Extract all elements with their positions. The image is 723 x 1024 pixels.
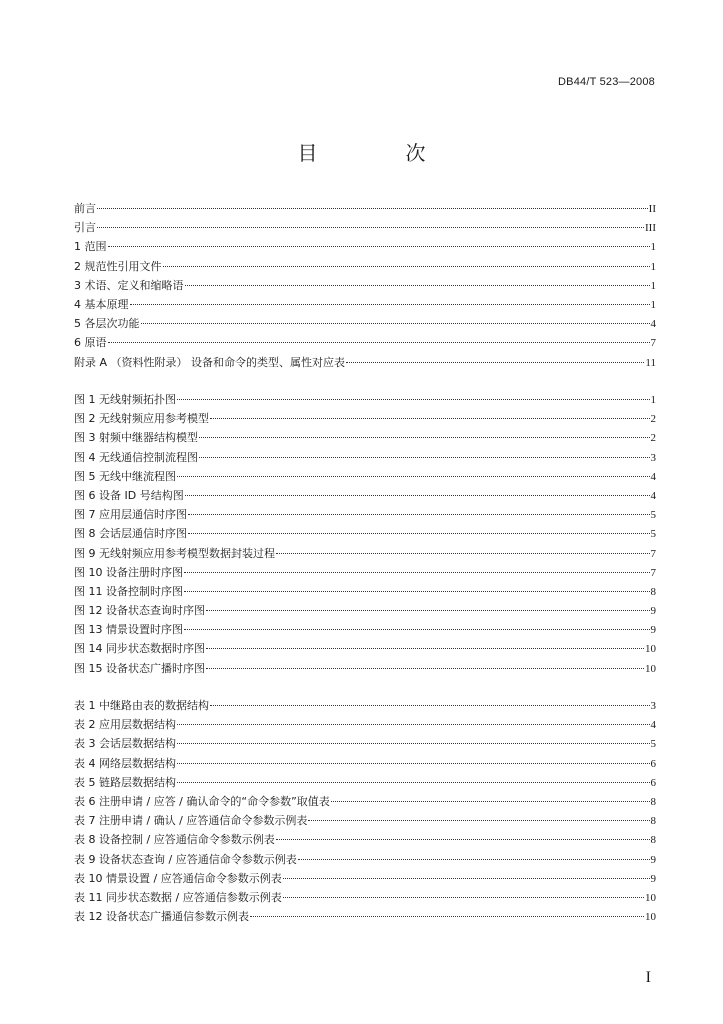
toc-entry[interactable] <box>74 314 656 333</box>
dot-leader <box>163 266 650 267</box>
toc-entry-label: 3 术语、定义和缩略语 <box>74 278 184 292</box>
document-code: DB44/T 523—2008 <box>558 76 655 88</box>
toc-entry[interactable] <box>74 276 656 295</box>
toc-entry[interactable] <box>74 390 656 409</box>
dot-leader <box>184 572 650 573</box>
dot-leader <box>283 897 644 898</box>
toc-entry-page: 9 <box>650 853 656 866</box>
dot-leader <box>206 610 650 611</box>
toc-entry[interactable] <box>74 218 656 237</box>
toc-entry[interactable] <box>74 257 656 276</box>
toc-entry-page: 11 <box>645 356 656 369</box>
toc-entry-label: 表 6 注册申请 / 应答 / 确认命令的“命令参数”取值表 <box>74 794 330 808</box>
toc-entry-label: 图 3 射频中继器结构模型 <box>74 431 198 445</box>
toc-entry-page: 4 <box>650 719 656 732</box>
dot-leader <box>298 859 650 860</box>
dot-leader <box>276 839 650 840</box>
toc-entry-page: 10 <box>645 643 656 656</box>
toc-entry[interactable] <box>74 448 656 467</box>
dot-leader <box>177 724 650 725</box>
dot-leader <box>250 916 644 917</box>
toc-entry-page: 8 <box>650 815 656 828</box>
toc-entry-page: 10 <box>645 911 656 924</box>
toc-entry-page: III <box>645 222 656 235</box>
toc-entry-label: 表 8 设备控制 / 应答通信命令参数示例表 <box>74 833 275 847</box>
toc-section-tables <box>74 696 656 926</box>
toc-entry-page: 6 <box>650 757 656 770</box>
toc-entry-page: II <box>648 203 656 215</box>
dot-leader <box>141 323 650 324</box>
toc-entry-label: 6 原语 <box>74 336 107 350</box>
dot-leader <box>130 304 650 305</box>
toc-entry-label: 图 13 情景设置时序图 <box>74 623 183 637</box>
toc-entry[interactable] <box>74 773 656 792</box>
toc-entry-label: 图 8 会话层通信时序图 <box>74 527 187 541</box>
toc-section-figures <box>74 390 656 678</box>
toc-section-main <box>74 199 656 372</box>
toc-entry-label: 图 5 无线中继流程图 <box>74 469 176 483</box>
toc-entry[interactable] <box>74 696 656 715</box>
toc-entry[interactable] <box>74 428 656 447</box>
toc-entry-label: 图 15 设备状态广播时序图 <box>74 661 205 675</box>
dot-leader <box>185 495 650 496</box>
toc-entry-label: 表 1 中继路由表的数据结构 <box>74 699 209 712</box>
toc-entry-page: 4 <box>650 318 656 331</box>
toc-entry-page: 7 <box>650 337 656 350</box>
toc-entry-page: 2 <box>650 413 656 426</box>
toc-entry-label: 表 2 应用层数据结构 <box>74 718 176 732</box>
toc-entry[interactable] <box>74 869 656 888</box>
toc-entry-page: 1 <box>650 298 656 311</box>
dot-leader <box>206 668 644 669</box>
toc-entry[interactable] <box>74 850 656 869</box>
toc-entry-page: 1 <box>650 260 656 273</box>
toc-entry-page: 9 <box>650 605 656 618</box>
toc-entry-label: 2 规范性引用文件 <box>74 259 162 273</box>
toc-entry[interactable] <box>74 524 656 543</box>
toc-entry-label: 表 4 网络层数据结构 <box>74 756 176 770</box>
dot-leader <box>177 743 650 744</box>
dot-leader <box>185 285 650 286</box>
toc-entry-label: 表 9 设备状态查询 / 应答通信命令参数示例表 <box>74 852 297 866</box>
toc-entry-page: 1 <box>650 279 656 292</box>
toc-entry-page: 3 <box>650 700 656 712</box>
toc-entry-page: 9 <box>650 624 656 637</box>
dot-leader <box>199 437 650 438</box>
toc-entry-label: 表 12 设备状态广播通信参数示例表 <box>74 910 249 924</box>
dot-leader <box>188 514 650 515</box>
dot-leader <box>331 801 650 802</box>
toc-entry-label: 图 4 无线通信控制流程图 <box>74 450 198 464</box>
toc-entry[interactable] <box>74 333 656 352</box>
toc-entry-page: 4 <box>650 489 656 502</box>
toc-entry[interactable] <box>74 754 656 773</box>
toc-entry[interactable] <box>74 544 656 563</box>
toc-entry-page: 3 <box>650 451 656 464</box>
toc-entry-label: 图 12 设备状态查询时序图 <box>74 604 205 618</box>
toc-entry-page: 8 <box>650 795 656 808</box>
toc-entry-page: 5 <box>650 509 656 522</box>
toc-entry[interactable] <box>74 715 656 734</box>
toc-entry-label: 4 基本原理 <box>74 297 129 311</box>
toc-entry-label: 图 14 同步状态数据时序图 <box>74 642 205 656</box>
toc-entry-label: 图 11 设备控制时序图 <box>74 584 183 598</box>
toc-entry-label: 图 7 应用层通信时序图 <box>74 508 187 522</box>
toc-entry[interactable] <box>74 601 656 620</box>
toc-entry-label: 5 各层次功能 <box>74 317 140 331</box>
toc-entry-label: 图 10 设备注册时序图 <box>74 565 183 579</box>
toc-entry[interactable] <box>74 734 656 753</box>
toc-entry[interactable] <box>74 467 656 486</box>
toc-entry-label: 图 6 设备 ID 号结构图 <box>74 488 184 502</box>
toc-entry-label: 表 10 情景设置 / 应答通信命令参数示例表 <box>74 871 282 885</box>
toc-entry-page: 2 <box>650 432 656 445</box>
toc-entry[interactable] <box>74 620 656 639</box>
toc-entry[interactable] <box>74 486 656 505</box>
dot-leader <box>177 399 650 400</box>
toc-entry[interactable] <box>74 505 656 524</box>
toc-entry[interactable] <box>74 353 656 372</box>
toc-entry[interactable] <box>74 811 656 830</box>
dot-leader <box>108 246 650 247</box>
toc-title: 目 次 <box>297 141 460 165</box>
page-number: I <box>645 969 651 986</box>
toc-entry-page: 9 <box>650 872 656 885</box>
toc-entry-page: 4 <box>650 470 656 483</box>
dot-leader <box>346 362 644 363</box>
toc-entry-label: 图 2 无线射频应用参考模型 <box>74 412 209 426</box>
toc-entry[interactable] <box>74 659 656 678</box>
toc-entry-page: 5 <box>650 528 656 541</box>
dot-leader <box>177 763 650 764</box>
toc-entry-page: 1 <box>650 241 656 254</box>
toc-entry-label: 1 范围 <box>74 240 107 254</box>
toc-entry-page: 8 <box>650 834 656 847</box>
dot-leader <box>108 342 650 343</box>
toc-entry[interactable] <box>74 409 656 428</box>
toc-entry-label: 附录 A （资料性附录） 设备和命令的类型、属性对应表 <box>74 355 346 369</box>
toc-entry-page: 1 <box>650 394 656 406</box>
dot-leader <box>210 705 650 706</box>
toc-entry-label: 图 9 无线射频应用参考模型数据封装过程 <box>74 546 275 560</box>
toc-entry[interactable] <box>74 237 656 256</box>
dot-leader <box>177 782 650 783</box>
dot-leader <box>97 208 648 209</box>
dot-leader <box>308 820 649 821</box>
toc-entry-page: 5 <box>650 738 656 751</box>
toc-entry[interactable] <box>74 295 656 314</box>
toc-entry-page: 8 <box>650 585 656 598</box>
dot-leader <box>210 418 650 419</box>
toc-entry-label: 表 3 会话层数据结构 <box>74 737 176 751</box>
dot-leader <box>97 227 644 228</box>
toc-entry[interactable] <box>74 830 656 849</box>
toc-entry[interactable] <box>74 582 656 601</box>
toc-entry[interactable] <box>74 639 656 658</box>
toc-entry-page: 10 <box>645 662 656 675</box>
dot-leader <box>188 533 650 534</box>
toc-entry-page: 7 <box>650 566 656 579</box>
toc-entry-label: 图 1 无线射频拓扑图 <box>74 393 176 406</box>
toc-entry[interactable] <box>74 792 656 811</box>
dot-leader <box>177 476 650 477</box>
toc-entry-page: 7 <box>650 547 656 560</box>
toc-entry[interactable] <box>74 888 656 907</box>
toc-entry[interactable] <box>74 563 656 582</box>
toc-entry-label: 表 11 同步状态数据 / 应答通信参数示例表 <box>74 890 282 904</box>
toc-entry[interactable] <box>74 907 656 926</box>
dot-leader <box>184 591 650 592</box>
toc-entry-label: 引言 <box>74 221 96 235</box>
toc-entry-label: 前言 <box>74 202 96 215</box>
toc-entry-label: 表 7 注册申请 / 确认 / 应答通信命令参数示例表 <box>74 814 308 828</box>
toc-entry-page: 10 <box>645 891 656 904</box>
dot-leader <box>184 629 650 630</box>
dot-leader <box>283 878 650 879</box>
toc-entry-label: 表 5 链路层数据结构 <box>74 775 176 789</box>
dot-leader <box>206 648 644 649</box>
dot-leader <box>276 553 650 554</box>
toc-entry[interactable] <box>74 199 656 218</box>
dot-leader <box>199 457 650 458</box>
toc-entry-page: 6 <box>650 776 656 789</box>
